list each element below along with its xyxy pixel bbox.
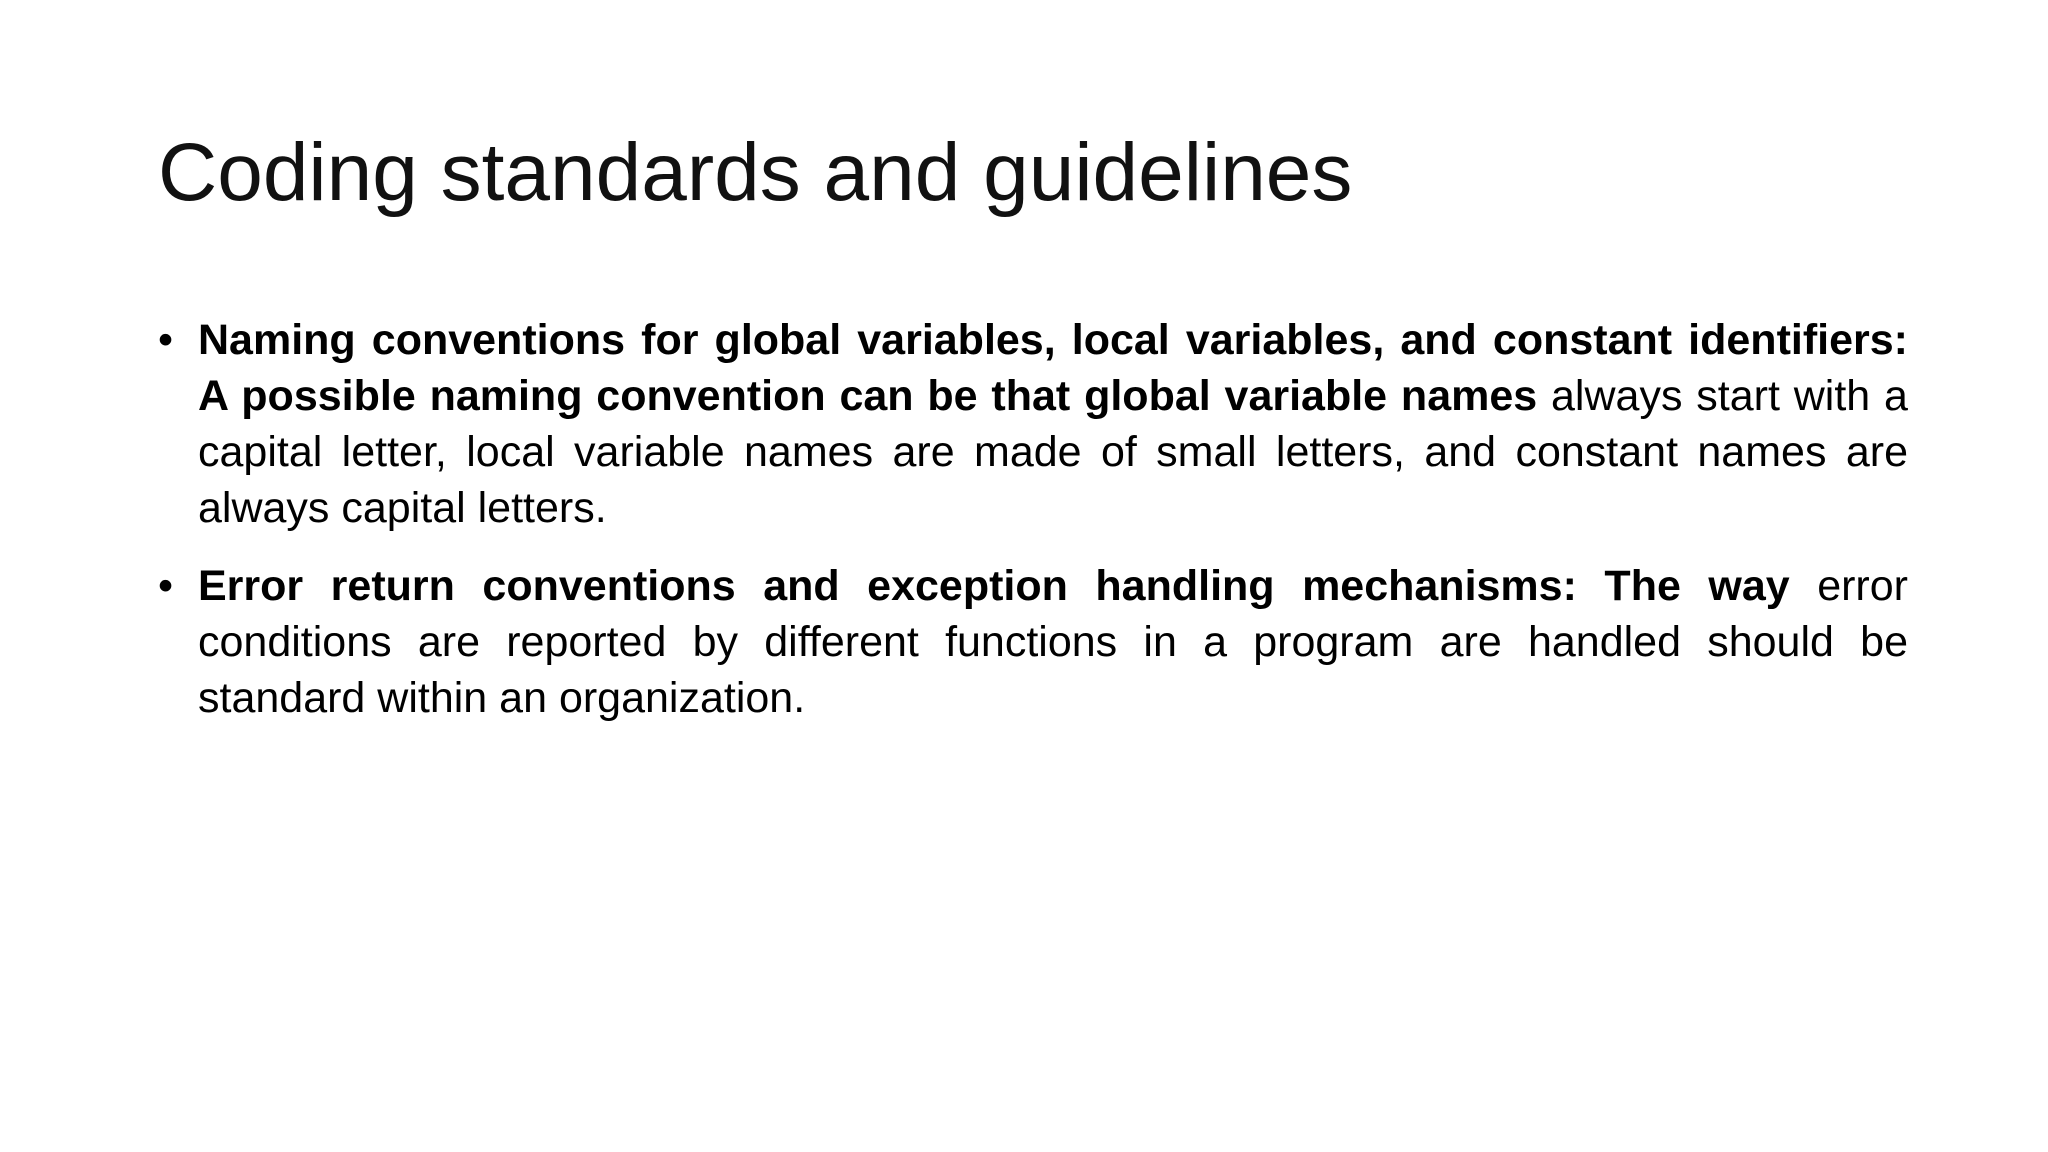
bullet-marker: • — [158, 562, 174, 610]
bullet-bold-text: Error return conventions and exception handling mechanisms: The way — [198, 562, 1790, 610]
slide-title: Coding standards and guidelines — [158, 127, 1353, 218]
bullet-item-naming-conventions — [158, 312, 1908, 536]
bullet-bold-text: Naming conventions for global variables, local variables, and constant identifiers: A possible naming convention can be that global variable names — [198, 316, 1908, 420]
bullet-regular-text: always start with a capital letter, local variable names are made of small letters, and constant names are always capital letters. — [198, 372, 1908, 532]
bullet-marker: • — [158, 316, 174, 364]
bullet-item-error-conventions — [158, 558, 1908, 726]
bullet-regular-text: error conditions are reported by different functions in a program are handled should be standard within an organization. — [198, 562, 1908, 722]
bullet-list — [158, 312, 1908, 726]
